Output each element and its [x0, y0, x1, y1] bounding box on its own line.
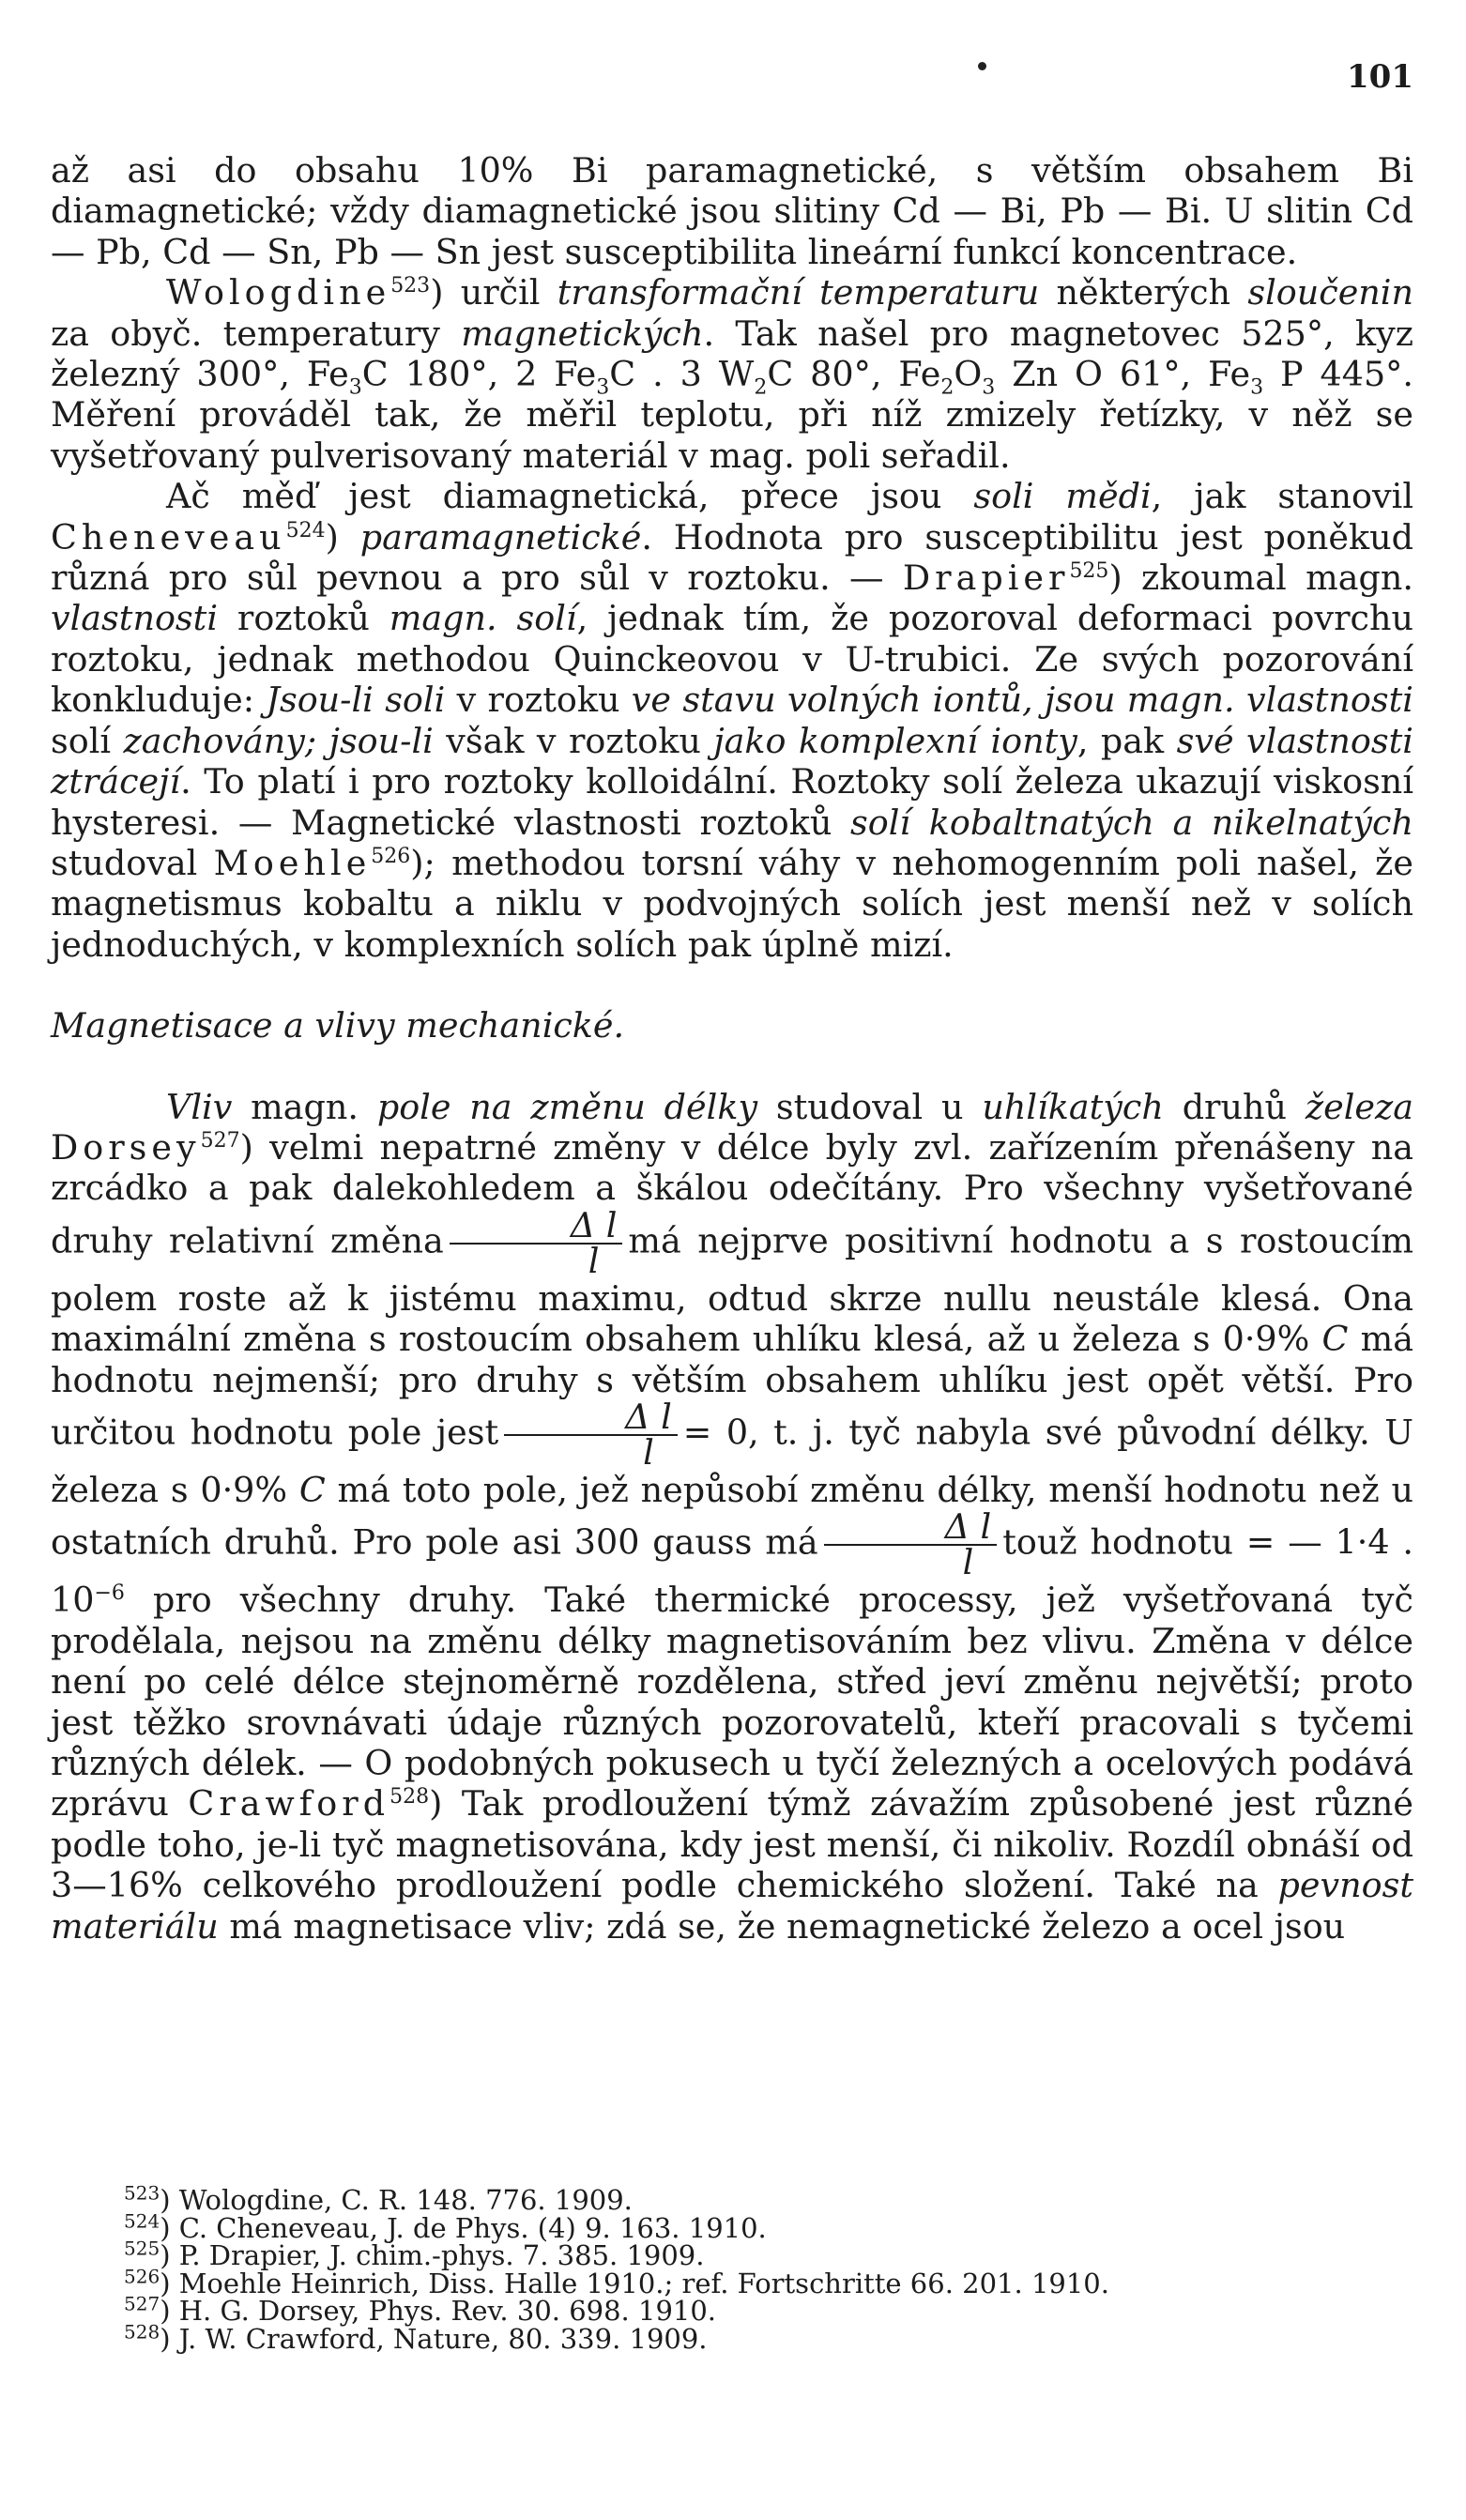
italic-run: transformační temperaturu: [557, 272, 1040, 313]
footnote-number: 526: [124, 2264, 160, 2287]
footnotes: [124, 2181, 1419, 2355]
footnote: [124, 2292, 1419, 2327]
subscript: 3: [596, 375, 610, 400]
text-run: C . 3 W: [609, 354, 755, 395]
text-run: , jak stanovil: [1151, 476, 1413, 517]
text-run: však v roztoku: [433, 720, 714, 761]
italic-run: C: [1321, 1319, 1349, 1360]
fraction-numerator: Δ l: [450, 1209, 623, 1245]
section-heading: Magnetisace a vlivy mechanické.: [51, 1005, 625, 1046]
text-run: . Tak našel pro magnetovec 525°, kyz železný 300°, Fe: [51, 313, 1413, 395]
text-run: . Hodnota pro susceptibilitu jest poněkud různá pro sůl pevnou a pro sůl v roztoku. —: [51, 516, 1413, 599]
footnote-ref: 527: [200, 1128, 240, 1153]
italic-run: jako komplexní ionty: [713, 720, 1077, 761]
footnote: [124, 2181, 1419, 2216]
footnote: [124, 2319, 1419, 2355]
italic-run: ve stavu volných iontů, jsou magn. vlastnosti: [631, 680, 1413, 721]
subscript: 3: [348, 375, 362, 400]
italic-run: vlastnosti: [51, 598, 219, 639]
text-run: Zn O 61°, Fe: [995, 354, 1251, 395]
text-run: ) zkoumal magn.: [1108, 557, 1414, 599]
text-run: má nejprve positivní hodnotu a s rostoucím polem roste až k jistému maximu, odtud skrze nullu neustále klesá. Ona maximální změna s rostoucím obsahem uhlíku klesá, až u železa s 0·9%: [51, 1220, 1413, 1360]
italic-run: Jsou-li soli: [266, 680, 446, 721]
author-name: Crawford: [188, 1783, 390, 1825]
author-name: Moehle: [213, 842, 372, 883]
text-run: studoval: [51, 842, 214, 883]
italic-run: uhlíkatých: [982, 1086, 1164, 1127]
text-run: ) určil: [430, 272, 557, 313]
text-run: ) velmi nepatrné změny v délce byly zvl. zařízením přenášeny na zrcádko a pak dalekohledem a škálou odečítány. Pro všechny vyšetřované druhy relativní změna: [51, 1126, 1413, 1261]
main-text: [51, 150, 1413, 1947]
fraction-delta-l-over-l: [824, 1506, 998, 1583]
text-run: studoval u: [757, 1086, 983, 1127]
fraction-numerator: Δ l: [504, 1400, 678, 1436]
spacer: [51, 965, 1413, 1005]
italic-run: železa: [1305, 1086, 1413, 1127]
italic-run: paramagnetické: [359, 516, 642, 557]
text-run: = 0, t. j. tyč nabyla své původní délky. U železa s 0·9%: [51, 1412, 1414, 1510]
fraction-numerator: Δ l: [824, 1510, 998, 1546]
text-run: C 80°, Fe: [767, 354, 941, 395]
footnote: [124, 2264, 1419, 2299]
spacer: [51, 1046, 1413, 1087]
footnote-ref: 524: [285, 518, 326, 542]
footnote-number: 528: [124, 2319, 160, 2343]
fraction-denominator: l: [643, 1431, 654, 1473]
text-run: má magnetisace vliv; zdá se, že nemagnetické železo a ocel jsou: [218, 1905, 1346, 1947]
footnote-number: 523: [124, 2181, 160, 2205]
footnote-text: ) C. Cheneveau, J. de Phys. (4) 9. 163. 1910.: [160, 2211, 767, 2244]
paragraph-1: až asi do obsahu 10% Bi paramagnetické, s větším obsahem Bi diamagnetické; vždy diamagnetické jsou slitiny Cd — Bi, Pb — Bi. U slitin Cd — Pb, Cd — Sn, Pb — Sn jest susceptibilita lineární funkcí koncentrace.: [51, 150, 1413, 272]
footnote-text: ) P. Drapier, J. chim.-phys. 7. 385. 1909.: [160, 2239, 705, 2271]
italic-run: sloučenin: [1247, 272, 1413, 313]
subscript: 3: [982, 375, 996, 400]
header-dot: [978, 62, 986, 70]
italic-run: magn. solí: [389, 598, 577, 639]
footnote-number: 525: [124, 2237, 160, 2260]
italic-run: pole na změnu délky: [376, 1086, 758, 1127]
text-run: solí: [51, 720, 124, 761]
footnote-ref: 526: [371, 844, 411, 868]
text-run: ): [325, 516, 360, 557]
text-run: O: [954, 354, 983, 395]
italic-run: solí kobaltnatých a nikelnatých: [850, 802, 1413, 843]
author-name: Drapier: [902, 557, 1070, 599]
fraction-denominator: l: [588, 1240, 600, 1281]
footnote-ref: 525: [1069, 558, 1109, 583]
text-run: . To platí i pro roztoky kolloidální. Roztoky solí železa ukazují viskosní hysteresi. — Magnetické vlastnosti roztoků: [51, 761, 1413, 843]
fraction-delta-l-over-l: [450, 1204, 623, 1281]
text-run: C 180°, 2 Fe: [361, 354, 597, 395]
author-name: Dorsey: [51, 1126, 201, 1168]
text-run: některých: [1039, 272, 1248, 313]
subscript: 2: [754, 375, 768, 400]
footnote-text: ) H. G. Dorsey, Phys. Rev. 30. 698. 1910.: [160, 2295, 717, 2327]
fraction-denominator: l: [962, 1542, 974, 1583]
text-run: druhů: [1163, 1086, 1306, 1127]
text-run: pro všechny druhy. Také thermické processy, jež vyšetřovaná tyč prodělala, nejsou na změnu délky magnetisováním bez vlivu. Změna v délce není po celé délce stejnoměrně rozdělena, střed jeví změnu největší; proto jest těžko srovnávati údaje různých pozorovatelů, kteří pracovali s tyčemi různých délek. — O podobných pokusech u tyčí železných a ocelových podává zprávu: [51, 1580, 1413, 1825]
fraction-delta-l-over-l: [504, 1396, 678, 1473]
footnote: [124, 2208, 1419, 2244]
italic-run: pevnost materiálu: [51, 1865, 1413, 1947]
text-run: , jednak tím, že pozoroval deformaci povrchu roztoku, jednak methodou Quinckeovou v U-trubici. Ze svých pozorování konkluduje:: [51, 598, 1413, 721]
text-run: má toto pole, jež nepůsobí změnu délky, menší hodnotu než u ostatních druhů. Pro pole asi 300 gauss má: [51, 1469, 1413, 1563]
footnote-number: 527: [124, 2292, 160, 2315]
page-number: 101: [1347, 58, 1413, 96]
footnote-text: ) J. W. Crawford, Nature, 80. 339. 1909.: [160, 2322, 708, 2355]
text-run: v roztoku: [445, 680, 632, 721]
text-run: touž hodnotu = — 1·4 . 10: [51, 1521, 1414, 1621]
text-run: magn.: [232, 1086, 377, 1127]
italic-run: soli mědi: [973, 476, 1152, 517]
paragraph-2: [51, 272, 1413, 476]
text-run: ); methodou torsní váhy v nehomogenním poli našel, že magnetismus kobaltu a niklu v podvojných solích jest menší než v solích jednoduchých, v komplexních solích pak úplně mizí.: [51, 842, 1413, 965]
paragraph-3: [51, 476, 1413, 965]
footnote-number: 524: [124, 2208, 160, 2232]
text-run: , pak: [1077, 720, 1177, 761]
italic-run: zachovány; jsou-li: [123, 720, 434, 761]
paragraph-4: [51, 1087, 1413, 1947]
author-name: Cheneveau: [51, 516, 286, 557]
text-run: ) Tak prodloužení týmž závažím způsobené jest různé podle toho, je-li tyč magnetisována, kdy jest menší, či nikoliv. Rozdíl obnáší od 3—16% celkového prodloužení podle chemického složení. Také na: [51, 1783, 1413, 1906]
italic-run: Vliv: [166, 1086, 233, 1127]
author-name: Wologdine: [166, 272, 391, 313]
text-run: má hodnotu nejmenší; pro druhy s větším obsahem uhlíku jest opět větší. Pro určitou hodnotu pole jest: [51, 1319, 1413, 1453]
italic-run: C: [298, 1469, 326, 1510]
subscript: 2: [940, 375, 954, 400]
footnote-text: ) Moehle Heinrich, Diss. Halle 1910.; ref. Fortschritte 66. 201. 1910.: [160, 2267, 1109, 2299]
text-run: P 445°. Měření prováděl tak, že měřil teplotu, při níž zmizely řetízky, v něž se vyšetřovaný pulverisovaný materiál v mag. poli seřadil.: [51, 354, 1414, 476]
footnote-ref: 523: [390, 274, 431, 298]
text-run: za obyč. temperatury: [51, 313, 462, 354]
text-run: Ač měď jest diamagnetická, přece jsou: [166, 476, 974, 517]
italic-run: magnetických: [461, 313, 704, 354]
text-run: roztoků: [218, 598, 389, 639]
footnote-ref: 528: [389, 1785, 430, 1810]
subscript: 3: [1250, 375, 1264, 400]
footnote: [124, 2237, 1419, 2271]
exponent: −6: [94, 1581, 125, 1606]
italic-run: své vlastnosti ztrácejí: [51, 720, 1413, 802]
footnote-text: ) Wologdine, C. R. 148. 776. 1909.: [160, 2184, 633, 2216]
